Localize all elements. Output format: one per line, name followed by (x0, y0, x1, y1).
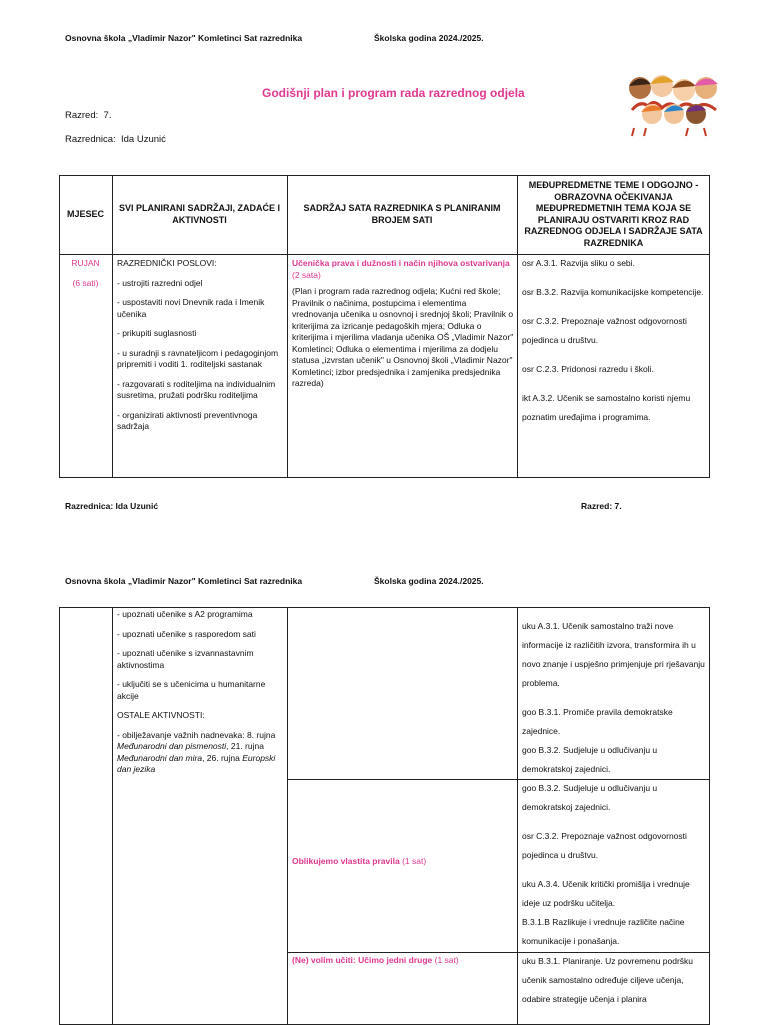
month-hours: (6 sati) (72, 277, 99, 288)
list-item: - ustrojiti razredni odjel (117, 277, 203, 288)
list-item: - razgovarati s roditeljima na individualnim susretima, pružati podršku roditeljima (117, 378, 276, 400)
list-item: - prikupiti suglasnosti (117, 328, 197, 338)
header-month: MJESEC (66, 208, 104, 219)
list-item: goo B.3.2. Sudjeluje u odlučivanju u demokratskoj zajednici. (522, 783, 658, 812)
cross-topics-list (522, 779, 706, 951)
list-item: osr C.3.2. Prepoznaje važnost odgovornosti pojedinca u društvu. (522, 316, 687, 345)
page-title: Godišnji plan i program rada razrednog odjela (262, 86, 525, 100)
school-year: Školska godina 2024./2025. (374, 576, 484, 586)
list-item: goo B.3.2. Sudjeluje u odlučivanju u demokratskoj zajednici. (522, 745, 658, 774)
grade-label: Razred: (65, 110, 99, 121)
list-item: - u suradnji s ravnateljicom i pedagoginjom pripremiti i voditi 1. roditeljski sastanak (117, 347, 279, 369)
list-item: RAZREDNIČKI POSLOVI: (117, 258, 217, 268)
school-name: Osnovna škola „Vladimir Nazor" Komletinci (65, 33, 242, 43)
column-divider (287, 607, 288, 1025)
teacher-value: Ida Uzunić (120, 134, 166, 145)
school-name: Osnovna škola „Vladimir Nazor" Komletinci (65, 576, 242, 586)
header-planned: SVI PLANIRANI SADRŽAJI, ZADAĆE I AKTIVNOSTI (118, 203, 280, 225)
month-cell (59, 258, 112, 289)
list-item: uku A.3.1. Učenik samostalno traži nove informacije iz različitih izvora, transformira ih u novo znanje i uspješno primjenjuje pri rješavanju problema. (522, 621, 705, 688)
subject-name: Sat razrednika (244, 33, 303, 43)
header-content: SADRŽAJ SATA RAZREDNIKA S PLANIRANIM BROJEM SATI (303, 203, 501, 225)
lesson-topic-title: (Ne) volim učiti: Učimo jedni druge (292, 955, 433, 965)
list-item-dates: - obilježavanje važnih nadnevaka: 8. rujna Međunarodni dan pismenosti, 21. rujna Međunarodni dan mira, 26. rujna Europski dan jezika (117, 729, 276, 774)
footer-teacher: Razrednica: Ida Uzunić (65, 501, 159, 511)
list-item: - upoznati učenike s A2 programima (117, 609, 253, 619)
list-item: OSTALE AKTIVNOSTI: (117, 710, 205, 720)
list-item: - uključiti se s učenicima u humanitarne akcije (117, 679, 266, 701)
footer-grade: Razred: 7. (581, 501, 622, 511)
planned-activities (117, 258, 283, 441)
teacher-info (65, 134, 166, 145)
list-item: B.3.1.B Razlikuje i vrednuje različite načine komunikacije i ponašanja. (522, 917, 685, 946)
lesson-topic-hours: (2 sata) (292, 269, 321, 280)
month-name: RUJAN (71, 258, 100, 268)
list-item: goo B.3.1. Promiče pravila demokratske zajednice. (522, 707, 673, 736)
lesson-topic-hours: (1 sat) (402, 856, 427, 866)
grade-value: 7. (103, 110, 112, 121)
header-cross-topics: MEĐUPREDMETNE TEME I ODGOJNO - OBRAZOVNA OČEKIVANJA MEĐUPREDMETNIH TEMA KOJA SE PLANIRAJU OSTVARITI KROZ RAD RAZREDNOG ODJELA I SADRŽAJE SATA RAZREDNIKA (524, 180, 703, 248)
grade-info (65, 110, 111, 121)
school-year: Školska godina 2024./2025. (374, 33, 484, 43)
list-item: - upoznati učenike s izvannastavnim aktivnostima (117, 648, 254, 670)
teacher-label: Razrednica: (65, 134, 116, 145)
planned-activities-continued (117, 609, 283, 784)
lesson-topic-title: Učenička prava i dužnosti i način njihova ostvarivanja (292, 258, 510, 268)
lesson-content (292, 258, 514, 390)
lesson-topic-hours: (1 sat) (434, 955, 459, 965)
list-item: uku B.3.1. Planiranje. Uz povremenu podršku učenik samostalno određuje ciljeve učenja, odabire strategije učenja i planira (522, 956, 694, 1004)
list-item: - organizirati aktivnosti preventivnoga sadržaja (117, 409, 258, 431)
list-item: - upoznati učenike s rasporedom sati (117, 628, 256, 639)
lesson-content (292, 856, 514, 868)
list-item: osr C.2.3. Pridonosi razredu i školi. (522, 364, 654, 374)
column-divider (517, 607, 518, 1025)
lesson-topic-title: Oblikujemo vlastita pravila (292, 856, 400, 866)
list-item: osr C.3.2. Prepoznaje važnost odgovornosti pojedinca u društvu. (522, 831, 687, 860)
list-item: osr B.3.2. Razvija komunikacijske kompetencije. (522, 287, 704, 297)
children-illustration (624, 70, 724, 138)
list-item: - uspostaviti novi Dnevnik rada i Imenik učenika (117, 297, 265, 319)
lesson-content (292, 955, 514, 967)
cross-topics-list (522, 254, 706, 427)
lesson-topic-description: (Plan i program rada razrednog odjela; Kućni red škole; Pravilnik o načinima, postupcima i elementima vrednovanja učenika u osnovnoj i srednjoj školi; Pravilnik o kriterijima za izricanje pedagoških mjera; Odluka o kriterijima i mjerilima vladanja učenika OŠ „Vladimir Nazor" Komletinci; Odluka o elementima i mjerilima za dodjelu statusa „izvrstan učenik" u Osnovnoj školi „Vladimir Nazor" Komletinci; izbor predsjednika i zamjenika predsjednika razreda) (292, 286, 514, 388)
cross-topics-list (522, 617, 706, 779)
subject-name: Sat razrednika (244, 576, 303, 586)
cross-topics-list (522, 952, 706, 1009)
list-item: ikt A.3.2. Učenik se samostalno koristi njemu poznatim uređajima i programima. (522, 393, 691, 422)
list-item: uku A.3.4. Učenik kritički promišlja i vrednuje ideje uz podršku učitelja. (522, 879, 690, 908)
list-item: osr A.3.1. Razvija sliku o sebi. (522, 258, 635, 268)
column-divider (112, 607, 113, 1025)
